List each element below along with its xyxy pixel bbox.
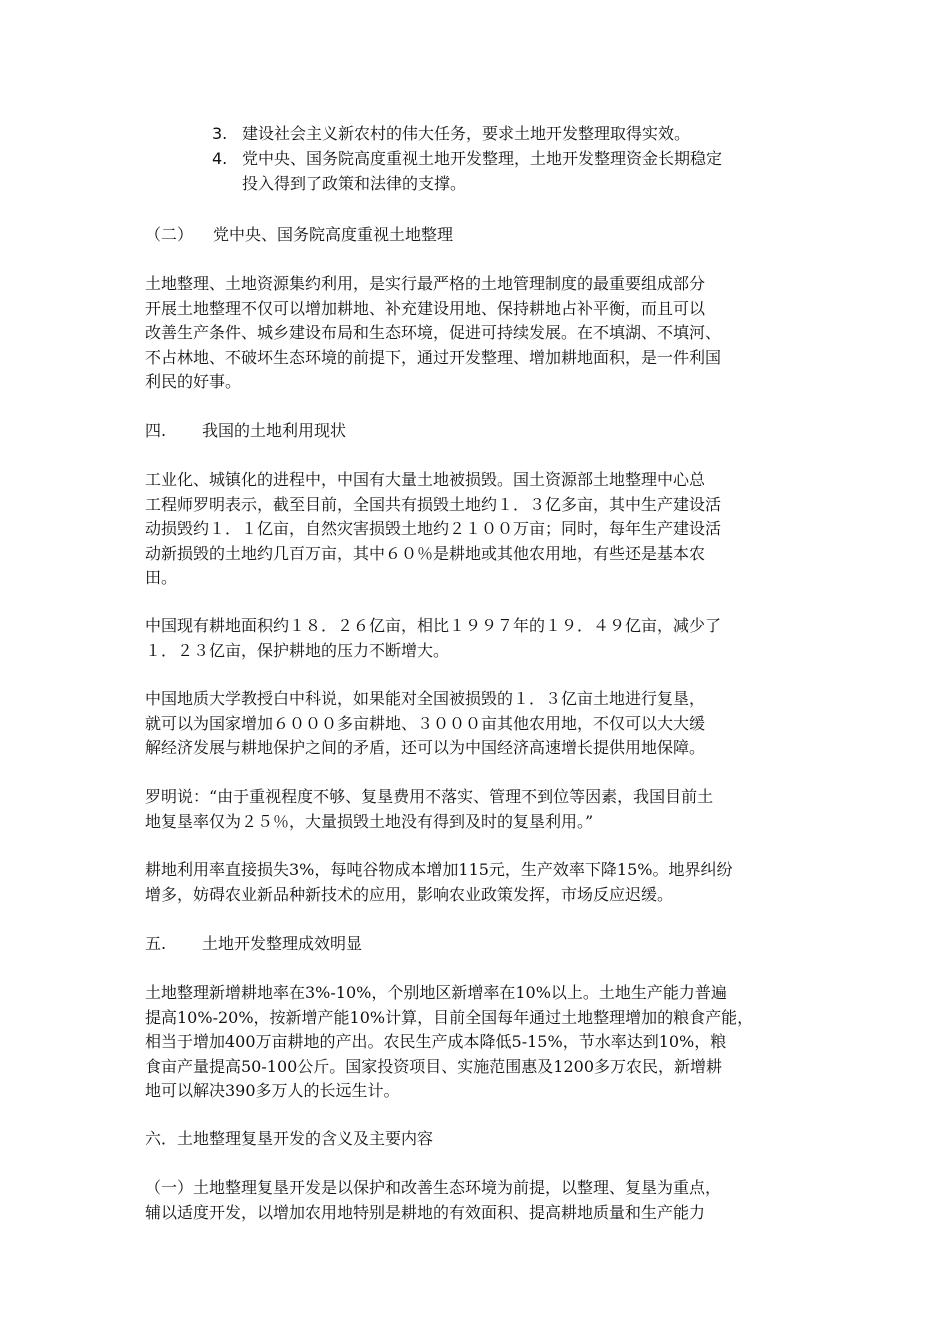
text-line: 地复垦率仅为２５％，大量损毁土地没有得到及时的复垦利用。” xyxy=(145,811,594,831)
text-line: １．２３亿亩，保护耕地的压力不断增大。 xyxy=(145,640,450,660)
paragraph-utilization-loss xyxy=(145,858,810,907)
text-line: 增多，妨碍农业新品种新技术的应用，影响农业政策发挥，市场反应迟缓。 xyxy=(145,884,674,904)
paragraph-results xyxy=(145,981,810,1104)
list-text xyxy=(242,147,722,196)
list-number: 3. xyxy=(212,124,228,143)
text-line: 土地整理新增耕地率在3%-10%，个别地区新增率在10%以上。土地生产能力普遍 xyxy=(145,983,727,1002)
heading-number: 五. xyxy=(145,934,167,953)
list-text xyxy=(242,122,690,147)
section-heading-5 xyxy=(145,932,362,957)
heading-number: （二） xyxy=(145,225,194,244)
text-line: 提高10%-20%，按新增产能10%计算，目前全国每年通过土地整理增加的粮食产能， xyxy=(145,1007,754,1027)
heading-text: 我国的土地利用现状 xyxy=(202,421,347,440)
text-line: 土地整理、土地资源集约利用，是实行最严格的土地管理制度的最重要组成部分 xyxy=(145,274,706,293)
text-line: 中国地质大学教授白中科说，如果能对全国被损毁的１．３亿亩土地进行复垦， xyxy=(145,689,706,708)
text-line: 辅以适度开发，以增加农用地特别是耕地的有效面积、提高耕地质量和生产能力 xyxy=(145,1202,706,1222)
text-line: 动损毁约１．１亿亩，自然灾害损毁土地约２１００万亩；同时，每年生产建设活 xyxy=(145,519,722,538)
text-line: 利民的好事。 xyxy=(145,372,242,391)
text-line: 中国现有耕地面积约１８．２６亿亩，相比１９９７年的１９．４９亿亩，减少了 xyxy=(145,616,722,635)
heading-text: 党中央、国务院高度重视土地整理 xyxy=(213,225,454,244)
text-line: （一）土地整理复垦开发是以保护和改善生态环境为前提，以整理、复垦为重点， xyxy=(145,1178,722,1197)
section-heading-4 xyxy=(145,419,346,444)
text-line: 罗明说：“由于重视程度不够、复垦费用不落实、管理不到位等因素，我国目前土 xyxy=(145,787,714,806)
text-line: 田。 xyxy=(145,568,178,587)
text-line: 改善生产条件、城乡建设布局和生态环境，促进可持续发展。在不填湖、不填河、 xyxy=(145,323,722,342)
text-line: 解经济发展与耕地保护之间的矛盾，还可以为中国经济高速增长提供用地保障。 xyxy=(145,738,706,757)
text-line: 投入得到了政策和法律的支撑。 xyxy=(242,173,467,193)
paragraph-land-consolidation xyxy=(145,272,810,395)
text-line: 工业化、城镇化的进程中，中国有大量土地被损毁。国土资源部土地整理中心总 xyxy=(145,470,706,489)
text-line: 党中央、国务院高度重视土地开发整理，土地开发整理资金长期稳定 xyxy=(242,149,723,168)
section-heading-2 xyxy=(145,223,453,248)
paragraph-land-status xyxy=(145,468,810,591)
text-line: 建设社会主义新农村的伟大任务，要求土地开发整理取得实效。 xyxy=(242,124,691,143)
section-heading-6 xyxy=(145,1127,433,1152)
text-line: 耕地利用率直接损失3%，每吨谷物成本增加115元，生产效率下降15%。地界纠纷 xyxy=(145,860,733,879)
text-line: 地可以解决390多万人的长远生计。 xyxy=(145,1081,400,1100)
text-line: 相当于增加400万亩耕地的产出。农民生产成本降低5-15%，节水率达到10%，粮 xyxy=(145,1032,727,1051)
text-line: 就可以为国家增加６０００多亩耕地、３０００亩其他农用地，不仅可以大大缓 xyxy=(145,713,706,733)
list-number: 4. xyxy=(212,149,228,168)
paragraph-arable-land xyxy=(145,614,810,663)
text-line: 食亩产量提高50-100公斤。国家投资项目、实施范围惠及1200多万农民，新增耕 xyxy=(145,1056,723,1076)
text-line: 开展土地整理不仅可以增加耕地、补充建设用地、保持耕地占补平衡，而且可以 xyxy=(145,298,706,318)
text-line: 动新损毁的土地约几百万亩，其中６０％是耕地或其他农用地，有些还是基本农 xyxy=(145,543,706,563)
paragraph-luoming-quote xyxy=(145,785,810,834)
paragraph-professor-quote xyxy=(145,687,810,761)
heading-text: 六．土地整理复垦开发的含义及主要内容 xyxy=(145,1129,434,1148)
text-line: 不占林地、不破坏生态环境的前提下，通过开发整理、增加耕地面积，是一件利国 xyxy=(145,347,722,367)
heading-text: 土地开发整理成效明显 xyxy=(202,934,363,953)
text-line: 工程师罗明表示，截至目前，全国共有损毁土地约１．３亿多亩，其中生产建设活 xyxy=(145,494,722,514)
paragraph-definition xyxy=(145,1176,810,1225)
heading-number: 四. xyxy=(145,421,167,440)
